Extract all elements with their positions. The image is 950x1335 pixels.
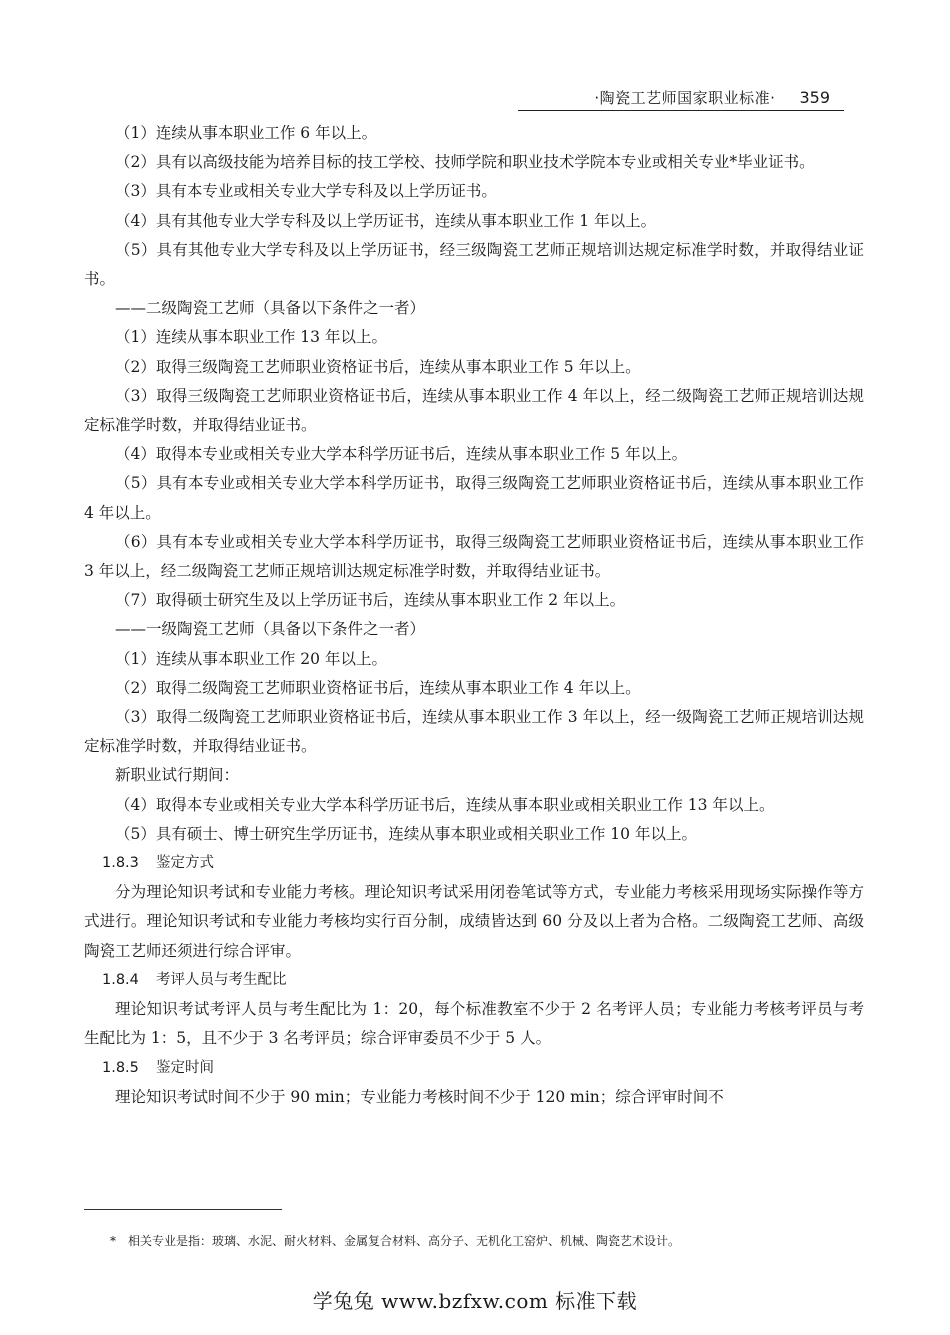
paragraph: （1）连续从事本职业工作 13 年以上。: [115, 328, 387, 347]
paragraph: （5）具有硕士、博士研究生学历证书，连续从事本职业或相关职业工作 10 年以上。: [115, 824, 697, 843]
paragraph: （3）取得三级陶瓷工艺师职业资格证书后，连续从事本职业工作 4 年以上，经二级陶瓷工艺师正规培训达规定标准学时数，并取得结业证书。: [84, 386, 864, 435]
paragraph: （1）连续从事本职业工作 6 年以上。: [115, 124, 378, 142]
paragraph: （1）连续从事本职业工作 20 年以上。: [115, 649, 387, 668]
watermark-text: 学兔兔 www.bzfxw.com 标准下载: [312, 1289, 638, 1313]
header-title: ·陶瓷工艺师国家职业标准·: [594, 88, 776, 107]
paragraph: （4）取得本专业或相关专业大学本科学历证书后，连续从事本职业工作 5 年以上。: [115, 445, 688, 464]
section-heading: [84, 1054, 864, 1083]
paragraph: 理论知识考试考评人员与考生配比为 1：20，每个标准教室不少于 2 名考评人员；专业能力考核考评员与考生配比为 1：5，且不少于 3 名考评员；综合评审委员不少于 5 人。: [84, 1000, 864, 1048]
page-number: 359: [799, 87, 830, 107]
paragraph: 分为理论知识考试和专业能力考核。理论知识考试采用闭卷笔试等方式，专业能力考核采用现场实际操作等方式进行。理论知识考试和专业能力考核均实行百分制，成绩皆达到 60 分及以上者为合格。二级陶瓷工艺师、高级陶瓷工艺师还须进行综合评审。: [84, 883, 864, 960]
paragraph: （3）取得二级陶瓷工艺师职业资格证书后，连续从事本职业工作 3 年以上，经一级陶瓷工艺师正规培训达规定标准学时数，并取得结业证书。: [84, 708, 864, 756]
body-text: [84, 119, 864, 1112]
paragraph: （5）具有本专业或相关专业大学本科学历证书，取得三级陶瓷工艺师职业资格证书后，连续从事本职业工作 4 年以上。: [84, 474, 864, 522]
paragraph: （2）取得二级陶瓷工艺师职业资格证书后，连续从事本职业工作 4 年以上。: [115, 678, 641, 697]
paragraph: 新职业试行期间：: [115, 766, 240, 785]
section-number: 1.8.4: [102, 971, 139, 988]
section-title: 鉴定时间: [156, 1059, 214, 1076]
running-header: [518, 84, 844, 111]
section-title: 鉴定方式: [156, 855, 214, 872]
section-heading: [84, 966, 864, 995]
section-title: 考评人员与考生配比: [156, 971, 287, 988]
paragraph: （5）具有其他专业大学专科及以上学历证书，经三级陶瓷工艺师正规培训达规定标准学时数，并取得结业证书。: [84, 240, 864, 289]
paragraph: 理论知识考试时间不少于 90 min；专业能力考核时间不少于 120 min；综合评审时间不: [115, 1087, 724, 1106]
paragraph: （6）具有本专业或相关专业大学本科学历证书，取得三级陶瓷工艺师职业资格证书后，连续从事本职业工作 3 年以上，经二级陶瓷工艺师正规培训达规定标准学时数，并取得结业证书。: [84, 532, 864, 581]
paragraph: ——二级陶瓷工艺师（具备以下条件之一者）: [115, 299, 426, 318]
footnote: * 相关专业是指：玻璃、水泥、耐火材料、金属复合材料、高分子、无机化工窑炉、机械、陶瓷艺术设计。: [110, 1234, 681, 1248]
footnote-rule: [84, 1209, 282, 1210]
paragraph: ——一级陶瓷工艺师（具备以下条件之一者）: [115, 620, 426, 639]
paragraph: （7）取得硕士研究生及以上学历证书后，连续从事本职业工作 2 年以上。: [115, 591, 626, 610]
paragraph: （3）具有本专业或相关专业大学专科及以上学历证书。: [115, 182, 497, 201]
paragraph: （2）取得三级陶瓷工艺师职业资格证书后，连续从事本职业工作 5 年以上。: [115, 357, 641, 376]
section-number: 1.8.5: [102, 1059, 139, 1076]
paragraph: （4）取得本专业或相关专业大学本科学历证书后，连续从事本职业或相关职业工作 13 年以上。: [115, 795, 775, 814]
section-number: 1.8.3: [102, 855, 139, 872]
paragraph: （4）具有其他专业大学专科及以上学历证书，连续从事本职业工作 1 年以上。: [115, 211, 657, 230]
paragraph: （2）具有以高级技能为培养目标的技工学校、技师学院和职业技术学院本专业或相关专业*毕业证书。: [115, 153, 815, 172]
section-heading: [84, 849, 864, 878]
